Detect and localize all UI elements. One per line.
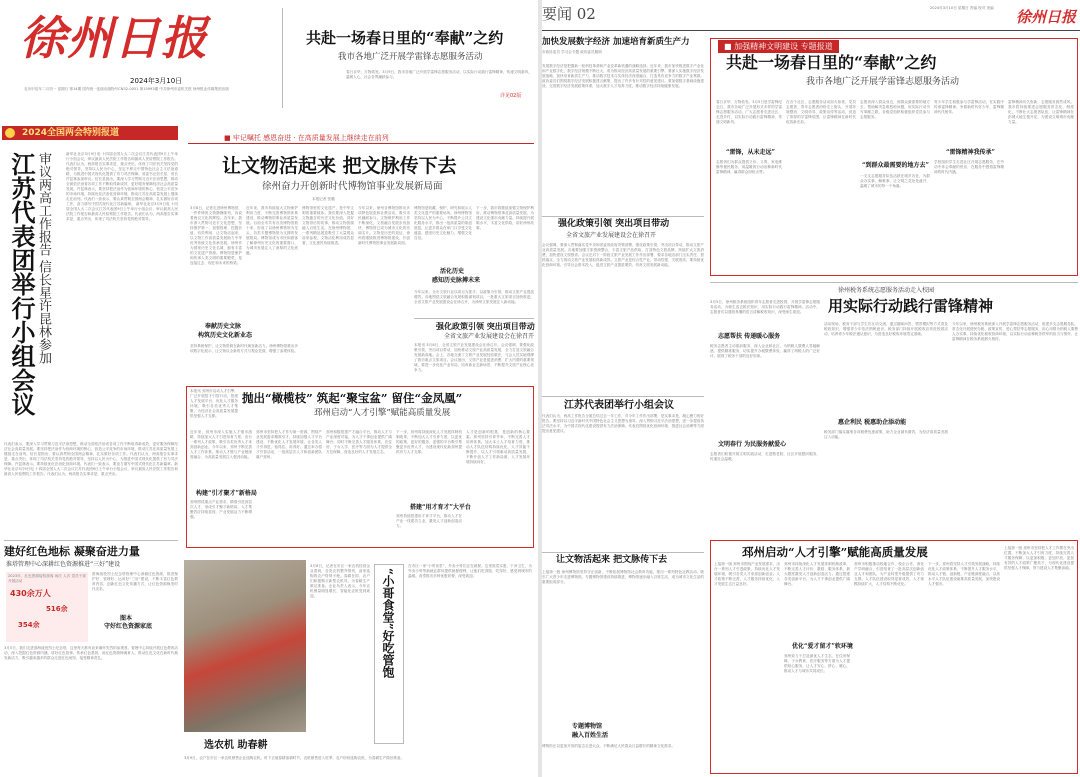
culture-body-col2 <box>246 206 298 324</box>
talent-body-col1 <box>190 430 252 488</box>
volunteer-body-col2 <box>786 100 856 272</box>
volunteer-sub-2: “雷锋，从未走远” <box>726 149 775 156</box>
practice-headline: 用实际行动践行雷锋精神 <box>828 297 994 315</box>
policy-headline: 强化政策引领 突出项目带动 <box>558 219 670 229</box>
culture-body-col1 <box>190 206 242 318</box>
culture-divider <box>542 552 704 553</box>
lead-vertical-subtitle: 审议两高工作报告 信长星许昆林参加 <box>36 152 51 365</box>
talent-body-col2 <box>256 430 322 544</box>
lead-story-body-lower <box>4 442 178 536</box>
red-site-number-2: 516余 <box>46 605 68 613</box>
top-banner: ■ 牢记嘱托 感恩奋进 · 在高质量发展上继续走在前列 <box>224 134 389 142</box>
practice-sub-3: 惠企利民 税惠助企添动能 <box>838 419 907 426</box>
digital-econ-kicker <box>542 50 704 62</box>
culture-continued-sub-2: 融入百姓生活 <box>572 732 609 739</box>
culture-continued-body <box>542 570 704 720</box>
pizhou-body-col4 <box>928 562 1000 770</box>
talent-subhead: 邳州启动“人才引擎”赋能高质量发展 <box>314 408 451 418</box>
practice-body-col2b <box>824 430 948 532</box>
photo-description <box>184 756 534 772</box>
red-site-body-col2 <box>92 572 178 614</box>
talent-sub-heading-1: 构建“引才聚才”新格局 <box>196 490 257 497</box>
practice-sub-1: 志愿帮扶 传递暖心服务 <box>718 333 781 340</box>
culture-body-col7 <box>414 290 534 316</box>
culture-sec-heading-4: 感知历史脉搏未来 <box>432 277 481 284</box>
right-page-header: 要闻 02 <box>542 5 596 23</box>
lead-story-body <box>66 152 178 437</box>
digital-econ-body <box>542 64 704 214</box>
red-site-number-3: 354余 <box>18 621 40 629</box>
culture-continued-sub-1: 专题博物馆 <box>572 723 603 730</box>
talent-body-col5 <box>466 430 530 544</box>
red-site-headline: 建好红色地标 凝聚奋进力量 <box>4 545 140 558</box>
pizhou-headline: 邳州启动“人才引擎”赋能高质量发展 <box>742 545 928 559</box>
culture-headline: 让文物活起来 把文脉传下去 <box>222 155 457 177</box>
tractor-photo <box>184 560 306 732</box>
red-site-sub-2: 守好红色资源家底 <box>104 623 153 630</box>
red-site-sub-1: 图本 <box>120 615 133 622</box>
mid-subhead: 全省文旅产业发展建设会在徐召开 <box>444 333 535 340</box>
right-page <box>542 0 1080 777</box>
practice-body-col2 <box>824 322 948 416</box>
digital-econ-divider <box>542 216 704 217</box>
canteen-body <box>408 564 532 744</box>
emblem-icon <box>5 128 15 138</box>
delegation-divider <box>542 396 704 397</box>
volunteer-body-col3b <box>860 174 930 272</box>
volunteer-topic-bar: ■ 加强精神文明建设 专题报道 <box>718 40 839 53</box>
volunteer-headline: 共赴一场春日里的“奉献”之约 <box>726 53 937 72</box>
left-masthead-info <box>24 87 264 109</box>
red-site-number-1: 430余万人 <box>10 589 51 598</box>
talent-intro <box>190 389 238 427</box>
top-banner-rule <box>188 143 534 144</box>
delegation-body <box>542 414 704 552</box>
practice-body-col1b <box>710 344 820 438</box>
volunteer-sub-1: “到群众最需要的地方去” <box>862 162 929 169</box>
practice-kicker: 徐州税务系统志愿服务活动走入校园 <box>838 287 935 294</box>
culture-body-col3 <box>302 206 354 324</box>
culture-sec-heading-1: 奉献历史文脉 <box>205 323 242 330</box>
culture-body-col5 <box>414 206 472 266</box>
volunteer-body-col1b <box>716 160 782 272</box>
talent-body-col3 <box>326 430 392 544</box>
culture-body-col4 <box>358 206 410 324</box>
pizhou-body-col3 <box>854 562 924 770</box>
volunteer-body-col3 <box>860 100 930 160</box>
volunteer-subhead: 我市各地广泛开展学雷锋志愿服务活动 <box>806 77 960 87</box>
culture-sec-heading-3: 活化历史 <box>440 268 465 275</box>
volunteer-body-col1 <box>716 100 782 146</box>
culture-continued-body-2 <box>542 744 704 774</box>
left-masthead-subhead: 我市各地广泛开展学雷锋志愿服务活动 <box>338 52 483 62</box>
pizhou-body-col2b <box>784 654 850 770</box>
talent-body-col4 <box>396 430 462 500</box>
pizhou-body-col5 <box>1004 546 1074 770</box>
photo-story-body <box>310 564 370 744</box>
policy-body <box>542 243 704 393</box>
pizhou-sub-1: 优化“爱才留才”软环境 <box>792 643 853 650</box>
right-masthead-logo: 徐州日报 <box>1016 8 1077 26</box>
practice-body-col1c <box>710 452 820 532</box>
mid-divider <box>414 318 534 319</box>
culture-byline <box>312 197 372 203</box>
left-bottom-divider <box>4 540 178 541</box>
talent-sub-heading-2: 搭建“用才育才”大平台 <box>410 504 471 511</box>
canteen-vertical-title: “小哥食堂”好吃管饱 <box>381 568 395 678</box>
right-page-info <box>930 6 1010 28</box>
digital-econ-headline: 加快发展数字经济 加速培育新质生产力 <box>542 37 690 47</box>
culture-sec-heading-2: 构筑历史文化新业态 <box>198 332 253 339</box>
lead-vertical-title: 江苏代表团举行小组会议 <box>7 152 36 416</box>
practice-sub-2: 文明春行 为民服务献爱心 <box>718 441 787 448</box>
volunteer-body-col5 <box>1008 100 1074 272</box>
practice-body-col3 <box>952 322 1078 532</box>
left-masthead-page-ref[interactable]: 详见02版 <box>500 93 522 99</box>
left-masthead-date: 2024年3月10日 <box>130 77 183 85</box>
volunteer-body-col4 <box>934 100 1004 146</box>
practice-divider <box>710 282 1078 283</box>
red-site-body-lower <box>4 646 178 774</box>
culture-subhead: 徐州奋力开创新时代博物馆事业发展新局面 <box>262 181 443 192</box>
left-masthead-divider <box>282 8 283 108</box>
special-banner <box>2 126 178 140</box>
right-header-rule <box>542 30 1080 31</box>
practice-body-col1 <box>710 300 820 330</box>
talent-headline: 抛出“橄榄枝” 筑起“聚宝盆” 留住“金凤凰” <box>242 391 463 405</box>
pizhou-body-col2 <box>784 562 850 640</box>
left-masthead-headline: 共赴一场春日里的“奉献”之约 <box>306 29 504 47</box>
talent-body-col4b <box>396 514 462 544</box>
mid-headline: 强化政策引领 突出项目带动 <box>436 321 535 331</box>
volunteer-sub-3: “雷锋精神我传承” <box>946 149 995 156</box>
red-site-subhead: 淮塔管理中心深耕红色资源推进“三好”建设 <box>6 561 121 568</box>
policy-subhead: 全省文旅产业发展建设会在徐召开 <box>566 232 657 239</box>
culture-body-col6 <box>476 206 534 266</box>
photo-caption: 选农机 助春耕 <box>204 740 268 751</box>
pizhou-body-col1 <box>714 562 780 770</box>
mid-body <box>414 343 534 387</box>
volunteer-body-col4b <box>934 160 1004 272</box>
culture-continued-headline: 让文物活起来 把文脉传下去 <box>556 555 668 565</box>
delegation-headline: 江苏代表团举行小组会议 <box>564 400 674 411</box>
talent-body-col1b <box>190 500 252 544</box>
left-masthead-logo: 徐州日报 <box>20 11 208 65</box>
culture-body-col1b <box>190 344 298 376</box>
special-banner-label: 2024全国两会特别报道 <box>22 128 120 138</box>
